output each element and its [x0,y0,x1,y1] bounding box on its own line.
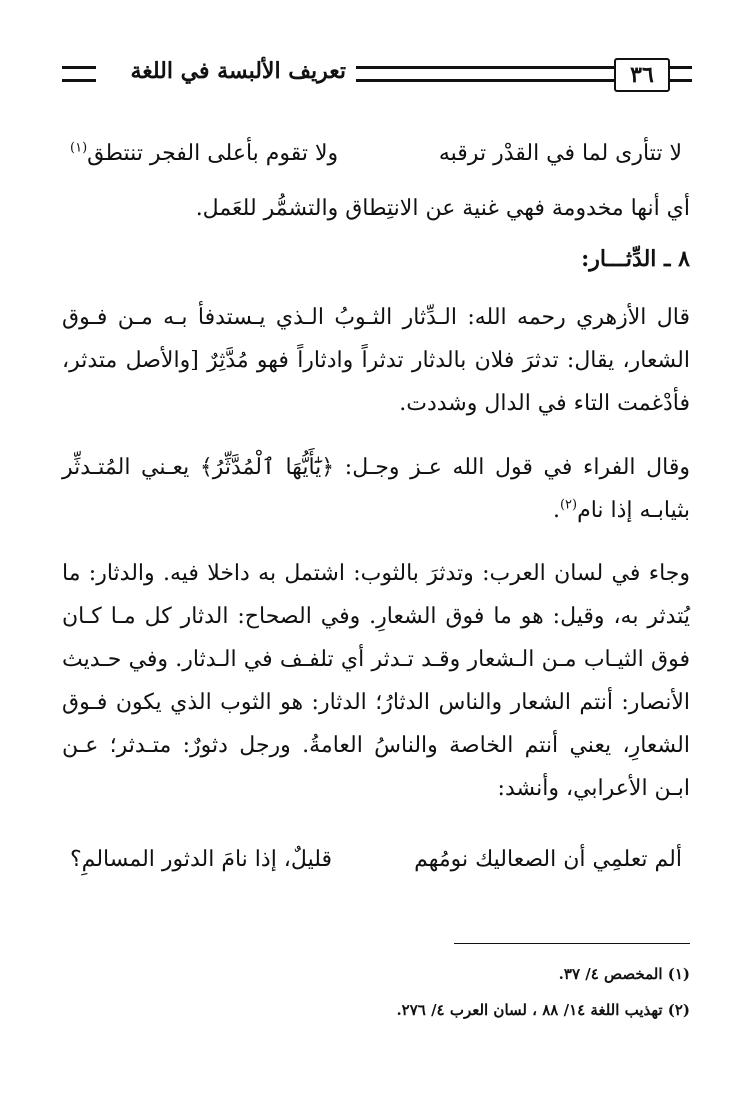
footnote-2: (٢) تهذيب اللغة ١٤/ ٨٨ ، لسان العرب ٤/ ٢٧٦. [396,1001,690,1019]
footnote-ref-2: (٢) [559,497,578,513]
running-header [62,52,692,96]
footnote-1: (١) المخصص ٤/ ٣٧. [558,965,690,983]
azhari-paragraph: قال الأزهري رحمه الله: الـدِّثار الثـوبُ الـذي يـستدفأ بـه مـن فـوق الشعار، يقال: تدثرَ فلان بالدثار تدثراً وادثاراً فهو مُدَّثِرٌ [والأصل متدثر، فأدْغمت التاء في الدال وشددت. [62,305,690,416]
verse-1-second-hemistich: ولا تقوم بأعلى الفجر تنتطق$^{(١)}$ [70,140,339,166]
header-rule-middle [356,66,614,82]
farra-paragraph: وقال الفراء في قول الله عـز وجـل: ﴿يَٰٓأَيُّهَا ٱلْمُدَّثِّرُ﴾ يعـني المُتـدثِّر بثيابـه إذا نام$^{(٢)}$. [62,455,690,523]
header-title: تعريف الألبسة في اللغة [130,58,346,84]
verse-2-second-hemistich: قليلٌ، إذا نامَ الدثور المسالمِ؟ [70,847,333,872]
lisan-paragraph: وجاء في لسان العرب: وتدثرَ بالثوب: اشتمل به داخلا فيه. والدثار: ما يُتدثر به، وقيل: هو ما فوق الشعارِ. وفي الصحاح: الدثار كل مـا كـان فوق الثيـاب مـن الـشعار وقـد تـدثر أي تلفـف في الـدثار. وفي حـديث الأنصار: أنتم الشعار والناس الدثارُ؛ الدثار: هو الثوب الذي يكون فـوق الشعارِ، يعني أنتم الخاصة والناسُ العامةُ. ورجل دثورٌ: متـدثر؛ عـن ابـن الأعرابي، وأنشد: [62,561,690,801]
meaning-paragraph: أي أنها مخدومة فهي غنية عن الانتِطاق والتشمُّر للعَمل. [195,196,690,221]
footnote-separator [454,943,690,944]
header-rule-right [670,66,692,82]
section-heading: ٨ ـ الدِّثـــار: [581,246,690,272]
page-number: ٣٦ [614,58,670,92]
verse-2 [62,838,690,881]
header-rule-left [62,66,96,82]
verse-2-first-hemistich: ألم تعلمِي أن الصعاليك نومُهم [414,847,682,872]
footnote-ref-1: (١) [70,140,88,156]
verse-1 [62,132,690,175]
verse-1-first-hemistich: لا تتأرى لما في القدْر ترقبه [438,141,682,166]
